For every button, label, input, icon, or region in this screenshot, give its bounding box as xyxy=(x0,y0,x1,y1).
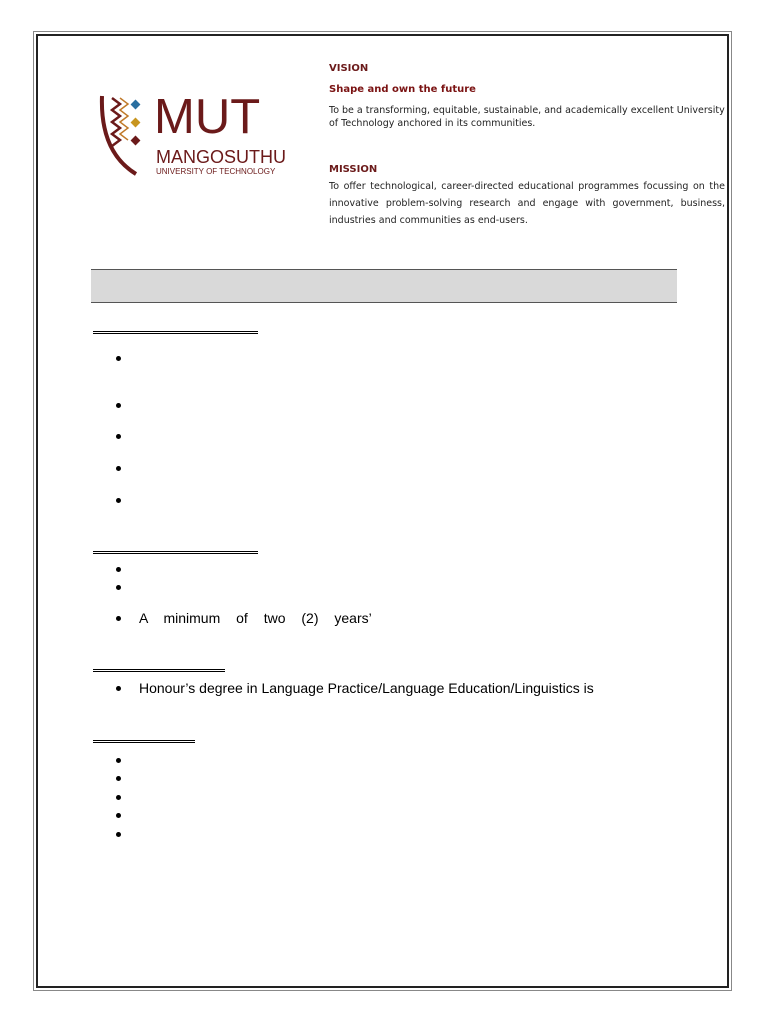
logo-diamond-blue xyxy=(131,100,141,110)
bullet xyxy=(116,686,121,691)
section-heading-underline-1 xyxy=(93,331,258,334)
bullet xyxy=(116,466,121,471)
bullet xyxy=(116,585,121,590)
bullet xyxy=(116,832,121,837)
bullet xyxy=(116,498,121,503)
experience-item: A minimum of two (2) years’ xyxy=(139,610,372,626)
vision-mission-block xyxy=(329,62,725,229)
bullet xyxy=(116,758,121,763)
section-heading-underline-2 xyxy=(93,551,258,554)
logo-wordmark: MUT xyxy=(154,92,261,144)
mission-text: To offer technological, career-directed educational programmes focussing on the innovative problem-solving research and engage with government, business, industries and communities as end-users. xyxy=(329,181,725,226)
mission-heading: MISSION xyxy=(329,164,378,175)
bullet xyxy=(116,403,121,408)
bullet xyxy=(116,616,121,621)
recommendation-item: Honour’s degree in Language Practice/Language Education/Linguistics is xyxy=(139,680,594,696)
vision-heading: VISION xyxy=(329,63,369,74)
title-bar xyxy=(91,269,677,303)
section-heading-underline-4 xyxy=(93,740,195,743)
vision-tagline: Shape and own the future xyxy=(329,84,476,95)
bullet xyxy=(116,795,121,800)
logo-diamond-maroon xyxy=(131,136,141,146)
section-heading-underline-3 xyxy=(93,669,225,672)
bullet xyxy=(116,776,121,781)
logo-name: MANGOSUTHU xyxy=(156,147,286,167)
bullet xyxy=(116,567,121,572)
vision-text: To be a transforming, equitable, sustainable, and academically excellent University of Technology anchored in its communities. xyxy=(329,105,725,129)
logo-subtitle: UNIVERSITY OF TECHNOLOGY xyxy=(156,167,276,176)
logo-diamond-gold xyxy=(131,118,141,128)
bullet xyxy=(116,813,121,818)
bullet xyxy=(116,434,121,439)
mut-logo xyxy=(98,92,308,182)
logo-arc xyxy=(102,96,136,174)
bullet xyxy=(116,356,121,361)
